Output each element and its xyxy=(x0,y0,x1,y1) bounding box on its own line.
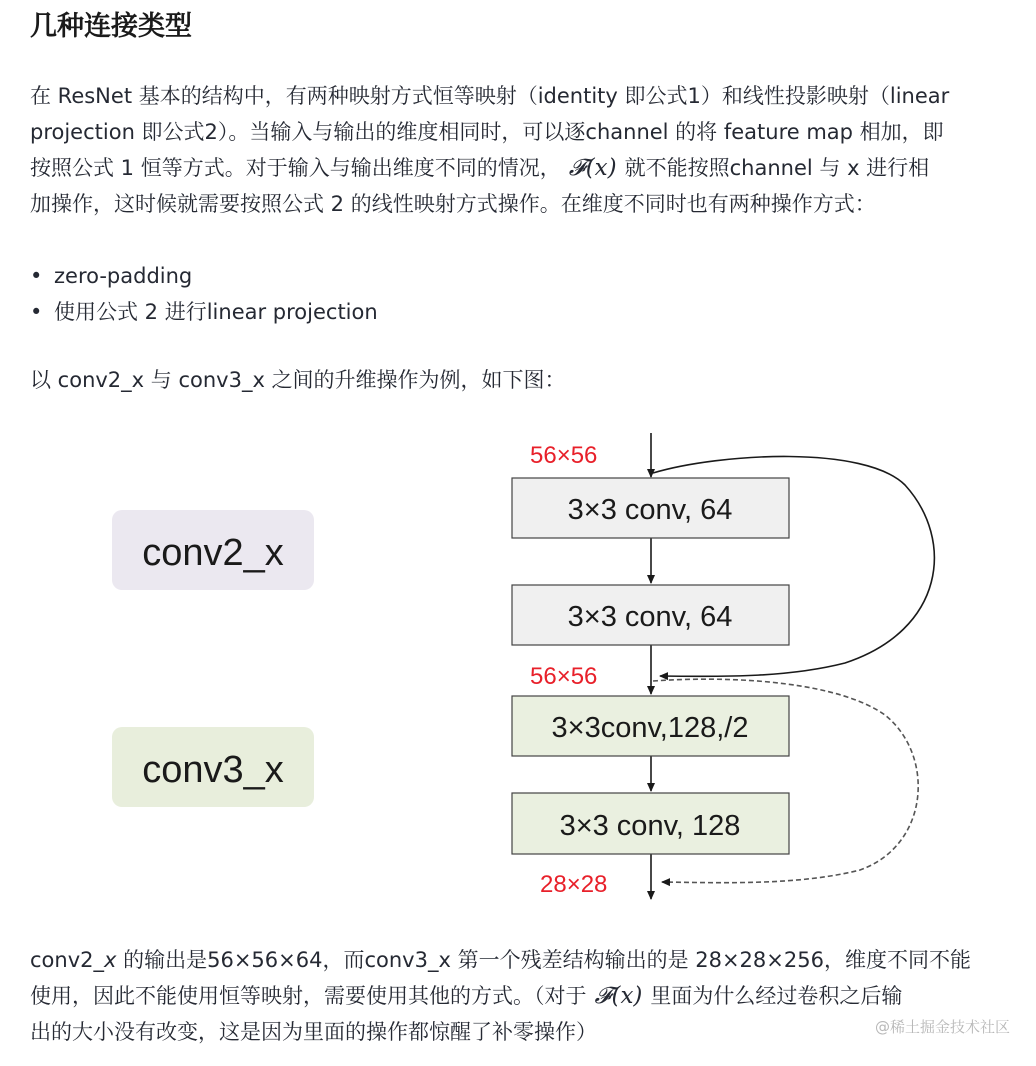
paragraph-line xyxy=(30,942,1010,978)
text-span: 里面为什么经过卷积之后输 xyxy=(650,984,903,1008)
paragraph-connection-types xyxy=(30,78,1010,222)
layer-label: 3×3 conv, 64 xyxy=(567,494,733,526)
math-formula: 𝓕(x) xyxy=(594,983,643,1009)
text-span: 按照公式 1 恒等方式。对于输入与输出维度不同的情况， xyxy=(30,156,561,180)
paragraph-conclusion xyxy=(30,942,1010,1050)
paragraph-line: 出的大小没有改变，这是因为里面的操作都惊醒了补零操作） xyxy=(30,1020,597,1044)
text-span: conv2_ xyxy=(30,948,104,972)
size-label-bottom: 28×28 xyxy=(540,871,608,898)
stage-conv2-label: conv2_x xyxy=(142,532,284,574)
text-span: 使用，因此不能使用恒等映射，需要使用其他的方式。（对于 xyxy=(30,984,587,1008)
math-formula: 𝓕(x) xyxy=(568,155,617,181)
resnet-block-diagram xyxy=(100,425,960,915)
stage-conv3-label: conv3_x xyxy=(142,749,284,791)
diagram-intro: 以 conv2_x 与 conv3_x 之间的升维操作为例，如下图： xyxy=(30,368,566,392)
size-label-mid: 56×56 xyxy=(530,663,598,690)
size-label-top: 56×56 xyxy=(530,442,598,469)
watermark: @稀土掘金技术社区 xyxy=(874,1018,1010,1036)
paragraph-line: projection 即公式2）。当输入与输出的维度相同时，可以逐channel 的将 feature map 相加，即 xyxy=(30,120,944,144)
text-italic: x xyxy=(104,948,117,972)
layer-label: 3×3conv,128,/2 xyxy=(551,712,749,744)
bullet-list xyxy=(30,258,378,330)
text-span: 就不能按照channel 与 x 进行相 xyxy=(624,156,930,180)
list-item: • 使用公式 2 进行linear projection xyxy=(30,294,378,330)
paragraph-line: 加操作，这时候就需要按照公式 2 的线性映射方式操作。在维度不同时也有两种操作方式： xyxy=(30,192,876,216)
text-span: 的输出是56×56×64，而conv3_x 第一个残差结构输出的是 28×28×256，维度不同不能 xyxy=(116,948,971,972)
layer-label: 3×3 conv, 64 xyxy=(567,601,733,633)
paragraph-line xyxy=(30,978,1010,1014)
section-heading: 几种连接类型 xyxy=(30,11,192,42)
paragraph-line xyxy=(30,150,1010,186)
layer-label: 3×3 conv, 128 xyxy=(559,810,741,842)
list-item: • zero-padding xyxy=(30,258,378,294)
paragraph-line: 在 ResNet 基本的结构中，有两种映射方式恒等映射（identity 即公式1）和线性投影映射（linear xyxy=(30,84,950,108)
